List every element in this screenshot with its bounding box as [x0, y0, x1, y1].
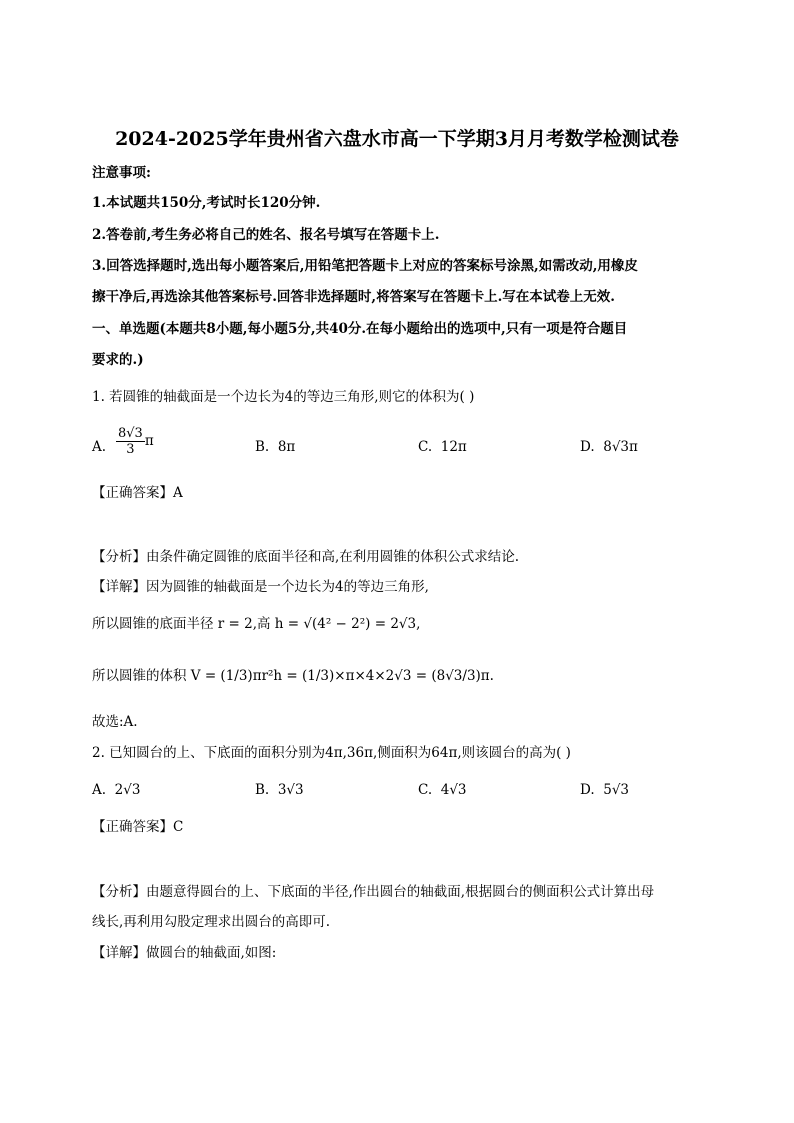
q1-option-d: [580, 438, 638, 456]
q2-detail: 【详解】做圆台的轴截面,如图:: [92, 945, 277, 961]
q2-option-b: [255, 781, 304, 799]
q1-analysis: 【分析】由条件确定圆锥的底面半径和高,在利用圆锥的体积公式求结论.: [92, 549, 520, 565]
q2-option-b-label: B.: [255, 782, 270, 798]
q2-option-d: [580, 781, 629, 799]
question-1-stem: 1. 若圆锥的轴截面是一个边长为4的等边三角形,则它的体积为( ): [92, 389, 475, 405]
q2-analysis-line-2: 线长,再利用勾股定理求出圆台的高即可.: [92, 914, 331, 930]
q1-option-c-value: 12π: [440, 439, 467, 455]
note-3-line-1: 3.回答选择题时,选出每小题答案后,用铅笔把答题卡上对应的答案标号涂黑,如需改动,用橡皮: [92, 258, 638, 274]
q1-answer: 【正确答案】A: [92, 485, 183, 501]
q1-option-a-numerator: 8√3: [118, 426, 143, 441]
q1-option-a-denominator: 3: [126, 442, 135, 457]
section-heading-line-1: 一、单选题(本题共8小题,每小题5分,共40分.在每小题给出的选项中,只有一项是符合题目: [92, 321, 628, 337]
page-title: 2024-2025学年贵州省六盘水市高一下学期3月月考数学检测试卷: [115, 128, 679, 150]
q1-option-d-label: D.: [580, 439, 595, 455]
note-1: 1.本试题共150分,考试时长120分钟.: [92, 195, 321, 211]
q1-conclusion: 故选:A.: [92, 714, 138, 730]
q2-analysis-line-1: 【分析】由题意得圆台的上、下底面的半径,作出圆台的轴截面,根据圆台的侧面积公式计算出母: [92, 884, 655, 900]
notes-heading: 注意事项:: [92, 165, 151, 181]
q1-volume-line: 所以圆锥的体积 V = (1/3)πr²h = (1/3)×π×4×2√3 = (8√3/3)π.: [92, 668, 494, 684]
q1-option-c: [418, 438, 467, 456]
q1-option-a-label: A.: [92, 439, 107, 455]
section-heading-line-2: 要求的.): [92, 352, 144, 368]
q1-option-a-value: [116, 426, 154, 457]
q2-option-a-label: A.: [92, 782, 107, 798]
q1-option-b: [255, 438, 295, 456]
note-2: 2.答卷前,考生务必将自己的姓名、报名号填写在答题卡上.: [92, 227, 440, 243]
note-3-line-2: 擦干净后,再选涂其他答案标号.回答非选择题时,将答案写在答题卡上.写在本试卷上无效.: [92, 289, 615, 305]
q1-option-a-pi: π: [144, 433, 154, 449]
q1-option-a-fraction: [116, 426, 145, 457]
q2-answer: 【正确答案】C: [92, 819, 184, 835]
q1-option-b-value: 8π: [277, 439, 296, 455]
q1-radius-height-line: 所以圆锥的底面半径 r = 2,高 h = √(4² − 2²) = 2√3,: [92, 616, 421, 632]
q2-option-d-label: D.: [580, 782, 595, 798]
q1-option-d-value: 8√3π: [603, 439, 638, 455]
q1-option-c-label: C.: [418, 439, 433, 455]
q2-option-c-label: C.: [418, 782, 433, 798]
q1-option-b-label: B.: [255, 439, 270, 455]
q2-option-c: [418, 781, 467, 799]
q2-option-d-value: 5√3: [603, 782, 630, 798]
question-2-stem: 2. 已知圆台的上、下底面的面积分别为4π,36π,侧面积为64π,则该圆台的高为( ): [92, 745, 571, 761]
q2-option-b-value: 3√3: [277, 782, 304, 798]
q2-option-c-value: 4√3: [440, 782, 467, 798]
q1-detail: 【详解】因为圆锥的轴截面是一个边长为4的等边三角形,: [92, 579, 429, 595]
q2-option-a: [92, 781, 140, 799]
q2-option-a-value: 2√3: [114, 782, 141, 798]
